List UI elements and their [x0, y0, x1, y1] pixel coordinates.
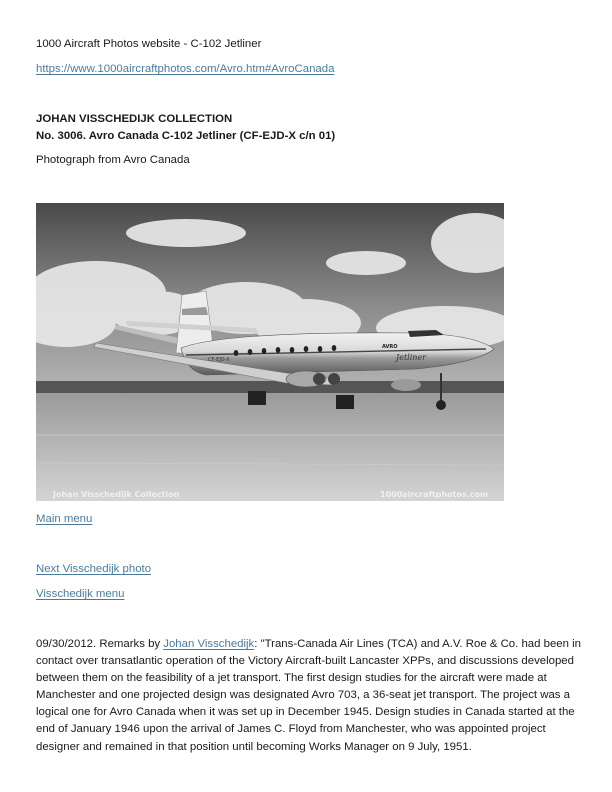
site-url-link[interactable]: https://www.1000aircraftphotos.com/Avro.htm#AvroCanada: [36, 63, 335, 75]
watermark-left: Johan Visschedijk Collection: [53, 490, 180, 499]
registration: CF-EJD-X: [208, 357, 230, 363]
watermark-right: 1000aircraftphotos.com: [380, 490, 489, 499]
nose-logo: AVRO: [382, 344, 398, 350]
main-menu-link[interactable]: Main menu: [36, 513, 93, 525]
remarks-paragraph: [36, 636, 581, 756]
visschedijk-menu-link[interactable]: Visschedijk menu: [36, 588, 125, 600]
aircraft-photo: [36, 203, 504, 501]
fuselage-script: Jetliner: [396, 353, 426, 362]
site-title: 1000 Aircraft Photos website - C-102 Jetliner: [36, 38, 262, 50]
photo-credit: Photograph from Avro Canada: [36, 154, 190, 166]
tarmac: [36, 393, 504, 501]
author-link[interactable]: Johan Visschedijk: [163, 638, 255, 650]
photo-title: No. 3006. Avro Canada C-102 Jetliner (CF-EJD-X c/n 01): [36, 130, 336, 142]
next-photo-link[interactable]: Next Visschedijk photo: [36, 563, 152, 575]
remarks-date: 09/30/2012. Remarks by: [36, 638, 164, 650]
remarks-text: : "Trans-Canada Air Lines (TCA) and A.V. Roe & Co. had been in contact over transatlantic operation of the Victory Aircraft-built Lancaster XPPs, and discussions developed between them on the feasibility of a jet transport. The first design studies for the aircraft were made at Manchester and one projected design was designated Avro 703, a 36-seat jet transport. The project was a logical one for Avro Canada when it was set up in December 1945. Design studies in Canada started at the end of January 1946 upon the arrival of James C. Floyd from Manchester, who was appointed project designer and remained in that position until becoming Works Manager on 9 July, 1951.: [36, 638, 582, 753]
collection-heading: JOHAN VISSCHEDIJK COLLECTION: [36, 113, 233, 125]
tree-line: [36, 381, 504, 395]
